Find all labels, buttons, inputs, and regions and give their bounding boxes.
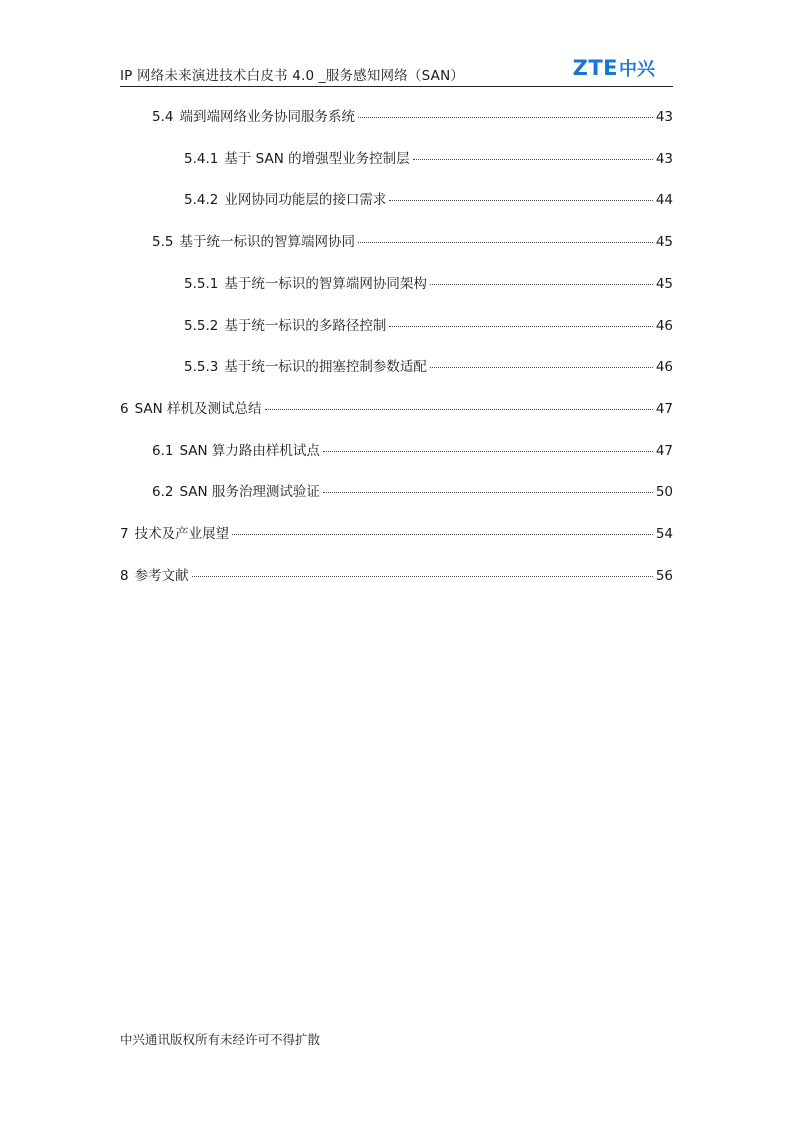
toc-leader-dots <box>323 492 653 493</box>
toc-entry[interactable] <box>184 150 673 168</box>
toc-entry-page: 56 <box>655 568 673 584</box>
toc-entry-number: 5.4.2 <box>184 192 219 208</box>
toc-leader-dots <box>430 367 653 368</box>
toc-leader-dots <box>389 326 652 327</box>
toc-entry-number: 6.2 <box>152 484 174 500</box>
toc-entry-page: 43 <box>655 109 673 125</box>
toc-leader-dots <box>413 159 653 160</box>
toc-entry[interactable] <box>152 233 673 251</box>
document-title: IP 网络未来演进技术白皮书 4.0 _服务感知网络（SAN） <box>120 68 465 84</box>
toc-entry-title: SAN 算力路由样机试点 <box>179 443 320 459</box>
toc-leader-dots <box>358 242 653 243</box>
zte-logo <box>573 55 655 81</box>
toc-leader-dots <box>323 451 653 452</box>
toc-entry-title: 基于统一标识的拥塞控制参数适配 <box>224 359 427 375</box>
copyright-footer: 中兴通讯版权所有未经许可不得扩散 <box>120 1032 321 1047</box>
toc-entry-number: 5.5 <box>152 234 174 250</box>
toc-entry-page: 46 <box>655 318 673 334</box>
toc-entry[interactable] <box>152 483 673 501</box>
toc-entry-title: 基于 SAN 的增强型业务控制层 <box>224 151 410 167</box>
toc-entry[interactable] <box>184 275 673 293</box>
toc-entry-title: SAN 服务治理测试验证 <box>179 484 320 500</box>
toc-leader-dots <box>232 534 653 535</box>
toc-entry[interactable] <box>120 567 673 585</box>
toc-leader-dots <box>358 117 653 118</box>
toc-entry-page: 54 <box>655 526 673 542</box>
toc-entry-number: 5.5.3 <box>184 359 219 375</box>
toc-entry-number: 5.4 <box>152 109 174 125</box>
toc-leader-dots <box>265 409 653 410</box>
toc-entry-number: 6 <box>120 401 129 417</box>
toc-entry-page: 47 <box>655 401 673 417</box>
toc-entry-title: 基于统一标识的智算端网协同 <box>179 234 355 250</box>
toc-entry-page: 46 <box>655 359 673 375</box>
logo-latin-text: ZTE <box>572 56 618 80</box>
toc-entry[interactable] <box>184 358 673 376</box>
toc-entry[interactable] <box>152 108 673 126</box>
toc-entry[interactable] <box>152 442 673 460</box>
toc-entry-number: 5.4.1 <box>184 151 219 167</box>
toc-entry-number: 5.5.2 <box>184 318 219 334</box>
toc-entry-title: 基于统一标识的智算端网协同架构 <box>224 276 427 292</box>
toc-entry-title: 端到端网络业务协同服务系统 <box>179 109 355 125</box>
toc-entry-title: 业网协同功能层的接口需求 <box>224 192 387 208</box>
toc-entry[interactable] <box>120 400 673 418</box>
toc-entry-title: 技术及产业展望 <box>134 526 230 542</box>
toc-entry-page: 43 <box>655 151 673 167</box>
toc-leader-dots <box>389 200 652 201</box>
toc-entry[interactable] <box>184 317 673 335</box>
toc-entry[interactable] <box>184 191 673 209</box>
toc-entry-number: 6.1 <box>152 443 174 459</box>
toc-entry-number: 7 <box>120 526 129 542</box>
toc-entry[interactable] <box>120 525 673 543</box>
toc-entry-page: 45 <box>655 234 673 250</box>
toc-entry-page: 50 <box>655 484 673 500</box>
toc-entry-title: 基于统一标识的多路径控制 <box>224 318 387 334</box>
toc-entry-number: 8 <box>120 568 129 584</box>
toc-entry-page: 44 <box>655 192 673 208</box>
toc-entry-title: SAN 样机及测试总结 <box>134 401 262 417</box>
toc-entry-number: 5.5.1 <box>184 276 219 292</box>
toc-leader-dots <box>430 284 653 285</box>
toc-leader-dots <box>192 576 653 577</box>
toc-entry-page: 47 <box>655 443 673 459</box>
page-header <box>120 56 673 87</box>
logo-cjk-text: 中兴 <box>619 59 655 80</box>
toc-entry-page: 45 <box>655 276 673 292</box>
toc-entry-title: 参考文献 <box>134 568 189 584</box>
